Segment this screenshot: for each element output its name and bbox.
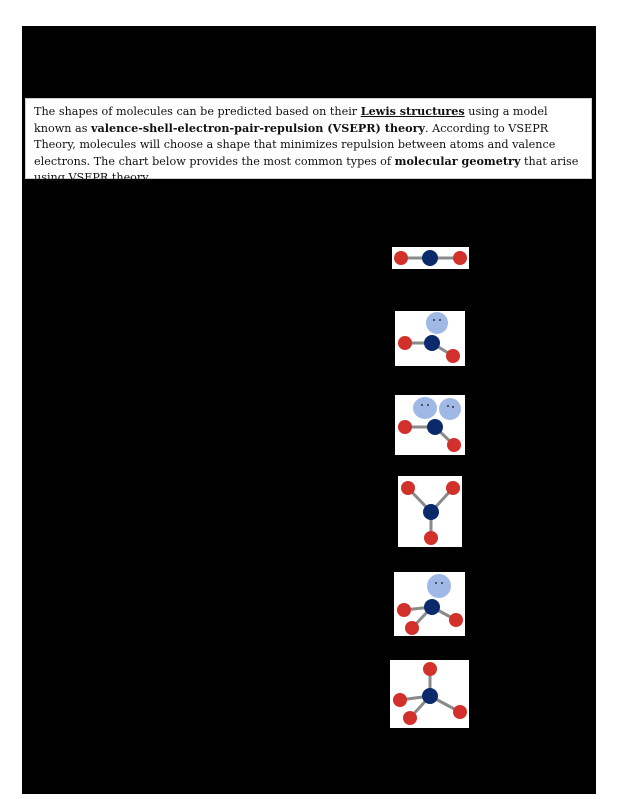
intro-text-2: using a model known as [34, 105, 548, 135]
bent-two-lone-pairs-molecule-icon [395, 395, 465, 455]
trigonal-planar-molecule-icon [398, 476, 462, 547]
intro-text-1: The shapes of molecules can be predicted based on their [34, 105, 361, 118]
intro-paragraph [34, 103, 583, 186]
molecular-geometry-term: molecular geometry [394, 154, 521, 168]
bent-one-lone-pair-molecule-icon [395, 311, 465, 366]
lewis-structures-link[interactable]: Lewis structures [360, 104, 465, 118]
linear-molecule-icon [392, 247, 469, 269]
intro-text-4: that arise using VSEPR theory. [34, 155, 579, 184]
intro-text-3: . According to VSEPR Theory, molecules will choose a shape that minimizes repulsion between atoms and valence electrons. The chart below provides the most common types of [34, 122, 556, 168]
trigonal-pyramidal-molecule-icon [394, 572, 465, 636]
intro-text-box [25, 98, 592, 184]
tetrahedral-molecule-icon [390, 660, 469, 728]
vsepr-term: valence-shell-electron-pair-repulsion (VSEPR) theory [91, 121, 426, 135]
